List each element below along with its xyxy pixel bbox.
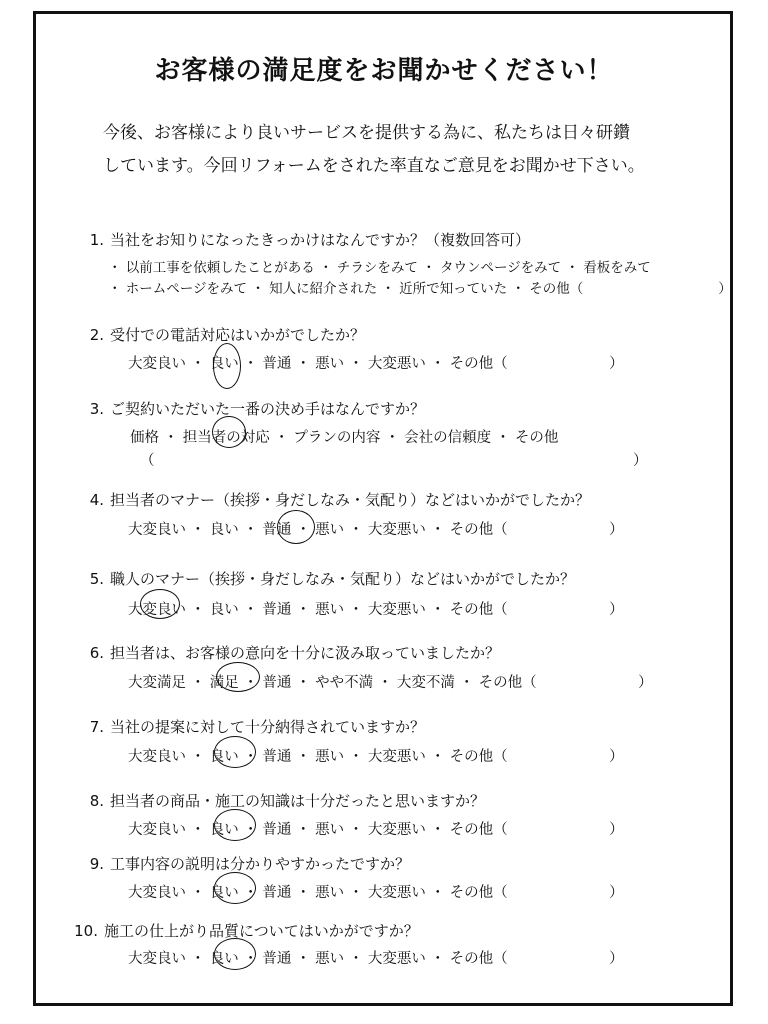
answer-options: 大変良い ・ 良い ・ 普通 ・ 悪い ・ 大変悪い ・ その他（ ） (128, 356, 624, 372)
question-8 (72, 790, 485, 811)
question-number: 8. (89, 792, 104, 810)
question-number: 10. (74, 922, 98, 940)
intro-line-2: しています。今回リフォームをされた率直なご意見をお聞かせ下さい。 (103, 156, 645, 176)
answer-circle-mark (214, 809, 256, 841)
question-text: 受付での電話対応はいかがでしたか？ (110, 326, 366, 344)
answer-circle-mark (277, 510, 315, 544)
question-10 (66, 920, 419, 941)
question-number: 3. (89, 400, 104, 418)
question-9 (72, 853, 410, 874)
question-3 (72, 398, 425, 419)
question-4 (72, 489, 590, 510)
answer-options: 大変良い ・ 良い ・ 普通 ・ 悪い ・ 大変悪い ・ その他（ ） (128, 522, 624, 538)
page-title: お客様の満足度をお聞かせください！ (154, 56, 614, 86)
answer-circle-mark (216, 662, 260, 692)
question-7 (72, 716, 425, 737)
intro-line-1: 今後、お客様により良いサービスを提供する為に、私たちは日々研鑽 (103, 123, 630, 143)
question-number: 7. (89, 718, 104, 736)
answer-circle-mark (214, 938, 256, 970)
question-number: 6. (89, 644, 104, 662)
question-number: 1. (89, 231, 104, 249)
answer-options: ・ 以前工事を依頼したことがある ・ チラシをみて ・ タウンページをみて ・ 看板をみて (108, 260, 651, 276)
question-text: 当社をお知りになったきっかけはなんですか？（複数回答可） (110, 231, 531, 249)
question-text: 担当者のマナー（挨拶・身だしなみ・気配り）などはいかがでしたか？ (110, 491, 591, 509)
question-text: 当社の提案に対して十分納得されていますか？ (110, 718, 426, 736)
question-number: 9. (89, 855, 104, 873)
question-2 (72, 324, 365, 345)
answer-options: 大変良い ・ 良い ・ 普通 ・ 悪い ・ 大変悪い ・ その他（ ） (128, 885, 624, 901)
answer-circle-mark (214, 872, 256, 904)
question-5 (72, 568, 575, 589)
question-6 (72, 642, 500, 663)
answer-options: 大変良い ・ 良い ・ 普通 ・ 悪い ・ 大変悪い ・ その他（ ） (128, 749, 624, 765)
question-text: 担当者の商品・施工の知識は十分だったと思いますか？ (110, 792, 486, 810)
answer-circle-mark (140, 589, 180, 619)
answer-options: 大変満足 ・ 満足 ・ 普通 ・ やや不満 ・ 大変不満 ・ その他（ ） (128, 675, 653, 691)
question-1 (72, 229, 530, 250)
question-number: 4. (89, 491, 104, 509)
question-text: ご契約いただいた一番の決め手はなんですか？ (110, 400, 426, 418)
answer-circle-mark (212, 416, 246, 448)
answer-circle-mark (213, 343, 241, 389)
answer-options: 価格 ・ 担当者の対応 ・ プランの内容 ・ 会社の信頼度 ・ その他 (130, 430, 559, 446)
question-text: 担当者は、お客様の意向を十分に汲み取っていましたか？ (110, 644, 501, 662)
answer-options: 大変良い ・ 良い ・ 普通 ・ 悪い ・ 大変悪い ・ その他（ ） (128, 951, 624, 967)
question-text: 施工の仕上がり品質についてはいかがですか？ (104, 922, 419, 940)
answer-options: 大変良い ・ 良い ・ 普通 ・ 悪い ・ 大変悪い ・ その他（ ） (128, 822, 624, 838)
question-number: 5. (89, 570, 104, 588)
answer-circle-mark (214, 736, 256, 768)
answer-options: （ ） (140, 453, 648, 469)
question-text: 工事内容の説明は分かりやすかったですか？ (110, 855, 411, 873)
answer-options: ・ ホームページをみて ・ 知人に紹介された ・ 近所で知っていた ・ その他（ ） (108, 281, 732, 297)
answer-options: 大変良い ・ 良い ・ 普通 ・ 悪い ・ 大変悪い ・ その他（ ） (128, 602, 624, 618)
question-text: 職人のマナー（挨拶・身だしなみ・気配り）などはいかがでしたか？ (110, 570, 576, 588)
question-number: 2. (89, 326, 104, 344)
